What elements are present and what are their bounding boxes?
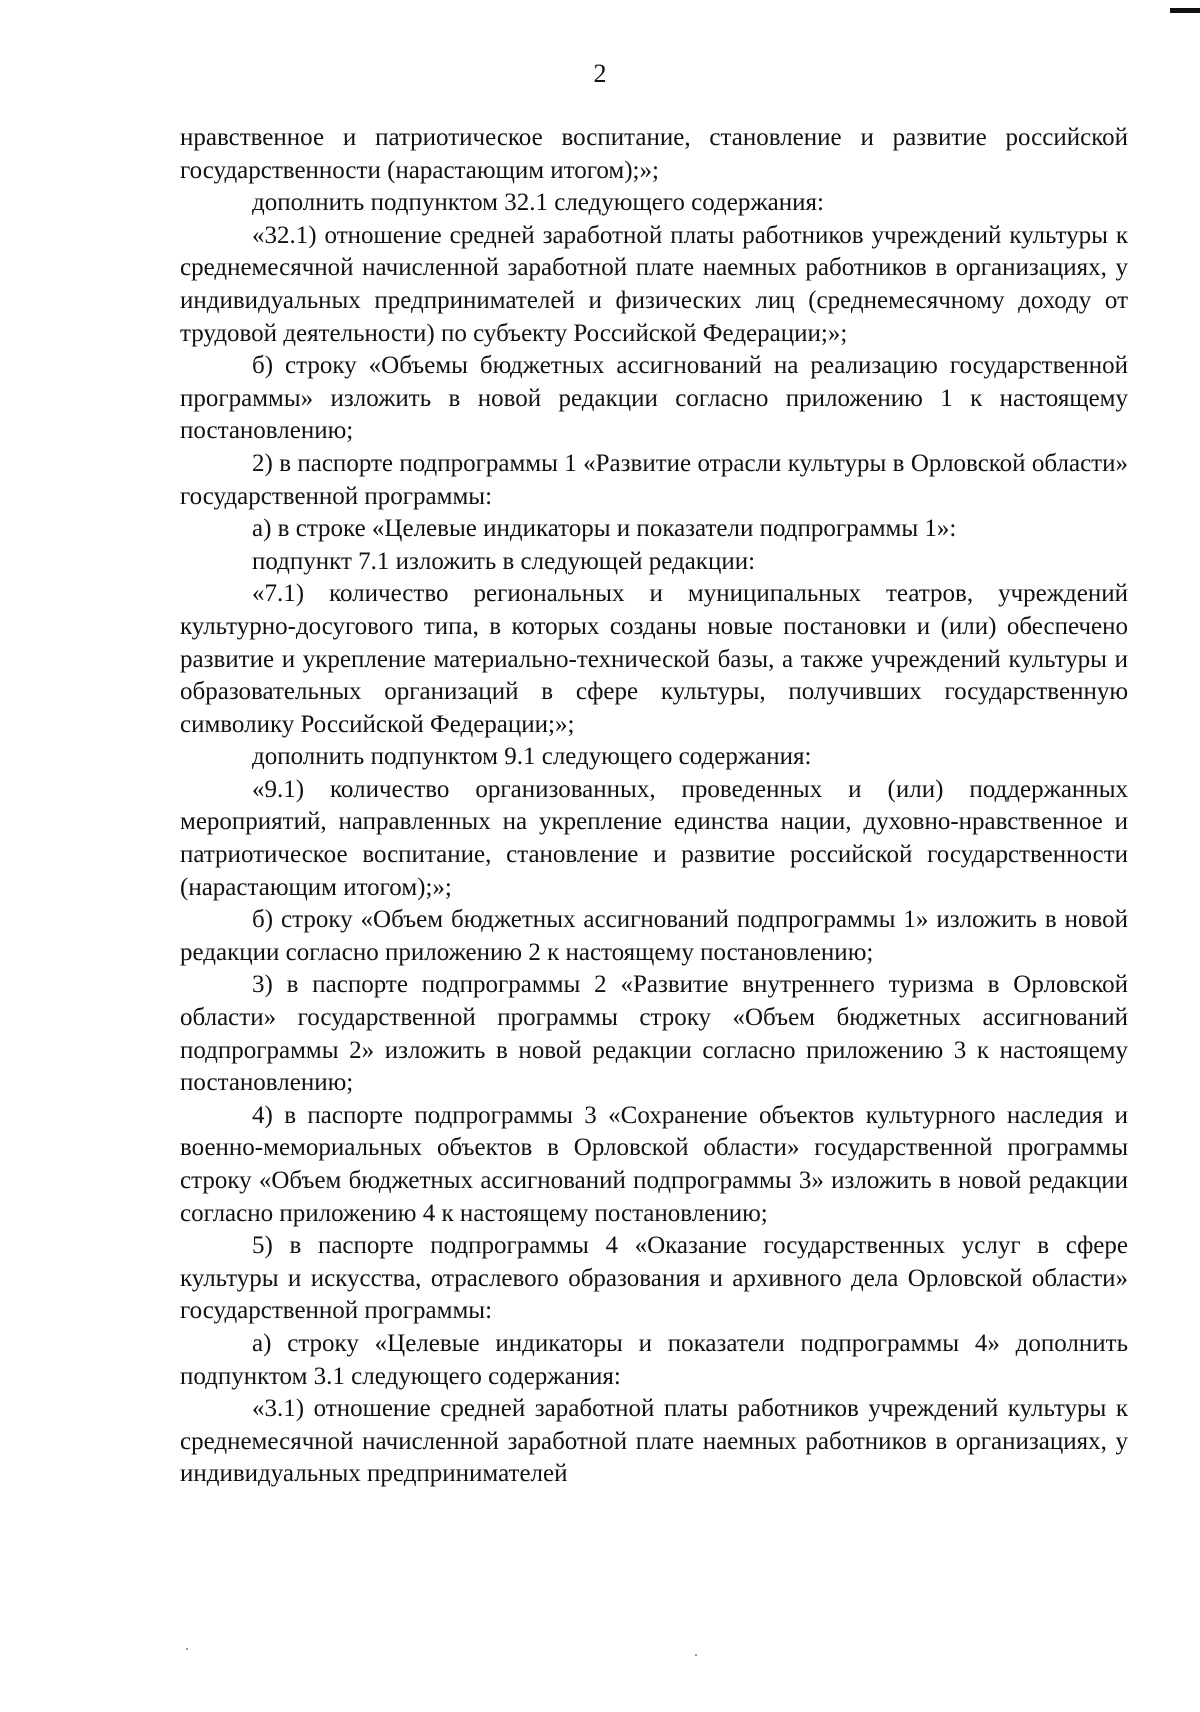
paragraph: подпункт 7.1 изложить в следующей редакции: [252, 547, 756, 575]
paragraph: «9.1) количество организованных, проведенных и (или) поддержанных мероприятий, направленных на укрепление единства нации, духовно-нравственное и патриотическое воспитание, становление и развитие российской государственности (нарастающим итогом);»; [180, 775, 1128, 901]
paragraph: 2) в паспорте подпрограммы 1 «Развитие отрасли культуры в Орловской области» государственной программы: [180, 449, 1128, 510]
paragraph-truncated: «3.1) отношение средней заработной платы работников учреждений культуры к среднемесячной начисленной заработной плате наемных работников в организациях, у индивидуальных предпринимателей [180, 1395, 1128, 1488]
paragraph: б) строку «Объем бюджетных ассигнований подпрограммы 1» изложить в новой редакции согласно приложению 2 к настоящему постановлению; [180, 906, 1128, 966]
page-number: 2 [593, 59, 607, 88]
paragraph: а) в строке «Целевые индикаторы и показатели подпрограммы 1»: [252, 515, 957, 543]
paragraph: «32.1) отношение средней заработной платы работников учреждений культуры к среднемесячной начисленной заработной плате наемных работников в организациях, у индивидуальных предпринимателей и физических лиц (среднемесячному доходу от трудовой деятельности) по субъекту Российской Федерации;»; [180, 221, 1128, 347]
paragraph: дополнить подпунктом 9.1 следующего содержания: [252, 743, 812, 771]
paragraph: «7.1) количество региональных и муниципальных театров, учреждений культурно-досугового типа, в которых созданы новые постановки и (или) обеспечено развитие и укрепление материально-технической базы, а также учреждений культуры и образовательных организаций в сфере культуры, получивших государственную символику Российской Федерации;»; [180, 580, 1128, 738]
scan-speck [695, 1654, 697, 1656]
paragraph: дополнить подпунктом 32.1 следующего содержания: [252, 189, 824, 217]
paragraph: б) строку «Объемы бюджетных ассигнований на реализацию государственной программы» изложить в новой редакции согласно приложению 1 к настоящему постановлению; [180, 352, 1128, 445]
paragraph: 5) в паспорте подпрограммы 4 «Оказание государственных услуг в сфере культуры и искусства, отраслевого образования и архивного дела Орловской области» государственной программы: [180, 1232, 1128, 1325]
document-body [180, 122, 1128, 1491]
paragraph: 3) в паспорте подпрограммы 2 «Развитие внутреннего туризма в Орловской области» государственной программы строку «Объем бюджетных ассигнований подпрограммы 2» изложить в новой редакции согласно приложению 3 к настоящему постановлению; [180, 971, 1128, 1097]
paragraph-continuation: нравственное и патриотическое воспитание, становление и развитие российской государственности (нарастающим итогом);»; [180, 124, 1128, 184]
paragraph: 4) в паспорте подпрограммы 3 «Сохранение объектов культурного наследия и военно-мемориальных объектов в Орловской области» государственной программы строку «Объем бюджетных ассигнований подпрограммы 3» изложить в новой редакции согласно приложению 4 к настоящему постановлению; [180, 1101, 1128, 1227]
scan-corner-mark [1170, 8, 1200, 13]
paragraph: а) строку «Целевые индикаторы и показатели подпрограммы 4» дополнить подпунктом 3.1 следующего содержания: [180, 1329, 1128, 1390]
scan-speck [186, 1648, 188, 1650]
